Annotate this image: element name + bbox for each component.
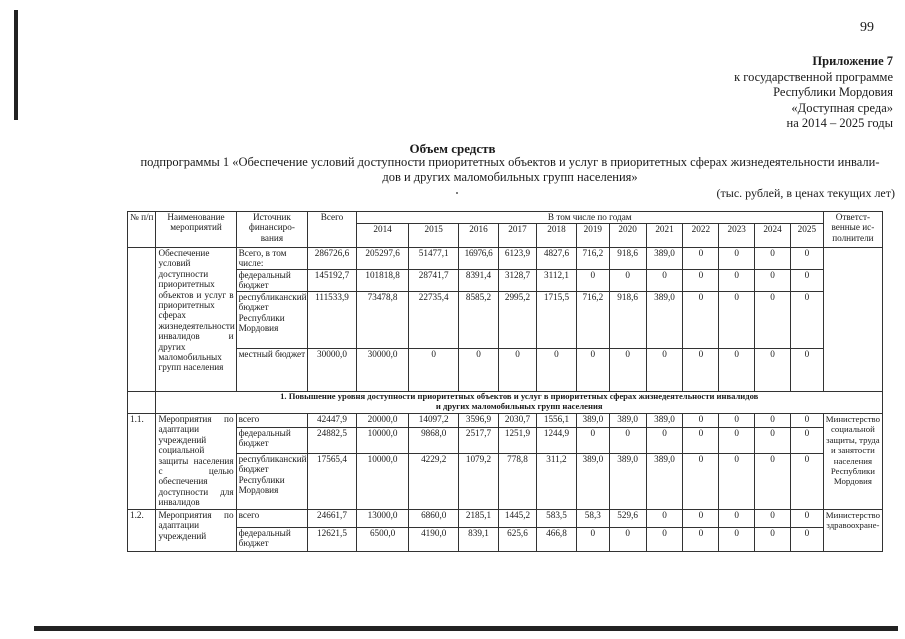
value-cell: 0 <box>683 528 719 552</box>
value-cell: 0 <box>499 349 537 392</box>
value-cell: 389,0 <box>646 454 683 510</box>
total-cell: 24882,5 <box>308 428 356 454</box>
value-cell: 311,2 <box>536 454 576 510</box>
value-cell: 51477,1 <box>409 248 459 270</box>
value-cell: 389,0 <box>646 248 683 270</box>
value-cell: 0 <box>683 428 719 454</box>
header-total: Всего <box>308 212 356 248</box>
scan-edge-left <box>14 10 18 120</box>
value-cell: 1556,1 <box>536 414 576 428</box>
value-cell: 16976,6 <box>458 248 498 270</box>
header-year: 2020 <box>609 224 646 248</box>
value-cell: 0 <box>609 428 646 454</box>
value-cell: 0 <box>646 510 683 528</box>
table-row <box>128 428 883 454</box>
source-cell: местный бюджет <box>236 349 308 392</box>
value-cell: 205297,6 <box>356 248 409 270</box>
budget-table <box>127 211 883 552</box>
value-cell: 389,0 <box>609 454 646 510</box>
value-cell: 13000,0 <box>356 510 409 528</box>
value-cell: 58,3 <box>577 510 610 528</box>
name-cell: Мероприятия по адаптации учреждений социальной защиты населения с целью обеспечения доступности для инвалидов <box>156 414 236 510</box>
annex-line: «Доступная среда» <box>791 100 893 115</box>
value-cell: 8391,4 <box>458 270 498 292</box>
value-cell: 4190,0 <box>409 528 459 552</box>
value-cell: 2517,7 <box>458 428 498 454</box>
value-cell: 0 <box>719 270 755 292</box>
value-cell: 0 <box>577 270 610 292</box>
document-subtitle <box>125 155 895 185</box>
value-cell: 0 <box>755 349 791 392</box>
value-cell: 0 <box>790 292 823 349</box>
value-cell: 0 <box>646 349 683 392</box>
source-cell: Всего, в том числе: <box>236 248 308 270</box>
value-cell: 0 <box>790 349 823 392</box>
total-cell: 30000,0 <box>308 349 356 392</box>
value-cell: 10000,0 <box>356 454 409 510</box>
value-cell: 0 <box>790 510 823 528</box>
value-cell: 0 <box>790 454 823 510</box>
value-cell: 0 <box>755 248 791 270</box>
section-row <box>128 392 883 414</box>
value-cell: 0 <box>755 454 791 510</box>
value-cell: 0 <box>646 528 683 552</box>
value-cell: 0 <box>790 528 823 552</box>
value-cell: 101818,8 <box>356 270 409 292</box>
value-cell: 4229,2 <box>409 454 459 510</box>
annex-block <box>593 54 893 132</box>
units-note: (тыс. рублей, в ценах текущих лет) <box>716 186 895 200</box>
page-number: 99 <box>860 20 874 35</box>
scan-edge-bottom <box>34 626 898 631</box>
value-cell: 3128,7 <box>499 270 537 292</box>
item-number: 1.1. <box>128 414 156 510</box>
value-cell: 0 <box>719 248 755 270</box>
value-cell: 0 <box>719 454 755 510</box>
annex-line: на 2014 – 2025 годы <box>786 116 893 130</box>
document-title: Объем средств <box>409 141 496 156</box>
header-year: 2018 <box>536 224 576 248</box>
value-cell: 0 <box>577 528 610 552</box>
total-cell: 12621,5 <box>308 528 356 552</box>
header-year: 2016 <box>458 224 498 248</box>
value-cell: 1715,5 <box>536 292 576 349</box>
scan-speck <box>456 192 458 194</box>
value-cell: 389,0 <box>646 292 683 349</box>
value-cell: 0 <box>536 349 576 392</box>
value-cell: 4827,6 <box>536 248 576 270</box>
table-row <box>128 270 883 292</box>
source-cell: федеральный бюджет <box>236 428 308 454</box>
value-cell: 9868,0 <box>409 428 459 454</box>
section-heading-line: и других маломобильных групп населения <box>435 400 603 411</box>
value-cell: 22735,4 <box>409 292 459 349</box>
value-cell: 0 <box>458 349 498 392</box>
item-number: 1.2. <box>128 510 156 552</box>
subtitle-line: подпрограммы 1 «Обеспечение условий доступности приоритетных объектов и услуг в приоритетных сферах жизнедеятельности инвали- <box>140 155 880 169</box>
header-year: 2021 <box>646 224 683 248</box>
value-cell: 3112,1 <box>536 270 576 292</box>
header-year: 2015 <box>409 224 459 248</box>
header-year: 2024 <box>755 224 791 248</box>
annex-title: Приложение 7 <box>812 54 893 68</box>
value-cell: 8585,2 <box>458 292 498 349</box>
source-cell: всего <box>236 510 308 528</box>
total-cell: 17565,4 <box>308 454 356 510</box>
value-cell: 0 <box>683 349 719 392</box>
value-cell: 0 <box>609 528 646 552</box>
value-cell: 0 <box>755 270 791 292</box>
subtitle-line: дов и других маломобильных групп населения» <box>382 170 638 184</box>
value-cell: 0 <box>790 248 823 270</box>
value-cell: 6123,9 <box>499 248 537 270</box>
value-cell: 0 <box>683 292 719 349</box>
header-year: 2019 <box>577 224 610 248</box>
value-cell: 3596,9 <box>458 414 498 428</box>
responsible-cell: Министерство здравоохране- <box>823 510 882 552</box>
value-cell: 1251,9 <box>499 428 537 454</box>
value-cell: 0 <box>755 528 791 552</box>
total-cell: 286726,6 <box>308 248 356 270</box>
responsible-cell <box>823 248 882 392</box>
header-year: 2014 <box>356 224 409 248</box>
header-year: 2022 <box>683 224 719 248</box>
value-cell: 0 <box>790 428 823 454</box>
header-responsible: Ответст-венные ис-полнители <box>823 212 882 248</box>
value-cell: 0 <box>719 510 755 528</box>
table-row <box>128 292 883 349</box>
header-source: Источник финансиро-вания <box>236 212 308 248</box>
value-cell: 0 <box>755 414 791 428</box>
source-cell: федеральный бюджет <box>236 270 308 292</box>
value-cell: 466,8 <box>536 528 576 552</box>
name-cell: Обеспечение условий доступности приоритетных объектов и услуг в приоритетных сферах жизнедеятельности инвалидов и других маломобильных групп населения <box>156 248 236 392</box>
value-cell: 10000,0 <box>356 428 409 454</box>
source-cell: республиканский бюджет Республики Мордовия <box>236 292 308 349</box>
value-cell: 0 <box>683 454 719 510</box>
value-cell: 30000,0 <box>356 349 409 392</box>
value-cell: 2995,2 <box>499 292 537 349</box>
name-cell: Мероприятия по адаптации учреждений <box>156 510 236 552</box>
value-cell: 389,0 <box>577 454 610 510</box>
value-cell: 0 <box>577 428 610 454</box>
responsible-cell: Министерство социальной защиты, труда и занятости населения Республики Мордовия <box>823 414 882 510</box>
value-cell: 0 <box>646 428 683 454</box>
value-cell: 0 <box>609 349 646 392</box>
value-cell: 0 <box>577 349 610 392</box>
header-name: Наименование мероприятий <box>156 212 236 248</box>
value-cell: 0 <box>719 292 755 349</box>
total-cell: 145192,7 <box>308 270 356 292</box>
value-cell: 716,2 <box>577 248 610 270</box>
value-cell: 0 <box>790 414 823 428</box>
value-cell: 2185,1 <box>458 510 498 528</box>
num-cell <box>128 392 156 414</box>
header-year: 2017 <box>499 224 537 248</box>
header-year: 2025 <box>790 224 823 248</box>
section-heading-line: 1. Повышение уровня доступности приоритетных объектов и услуг в приоритетных сферах жизнедеятельности инвалидов <box>280 391 759 401</box>
value-cell: 389,0 <box>646 414 683 428</box>
value-cell: 1244,9 <box>536 428 576 454</box>
value-cell: 0 <box>719 349 755 392</box>
value-cell: 0 <box>755 428 791 454</box>
header-num: № п/п <box>128 212 156 248</box>
table-row <box>128 454 883 510</box>
value-cell: 0 <box>790 270 823 292</box>
table-row <box>128 528 883 552</box>
value-cell: 0 <box>755 292 791 349</box>
value-cell: 1079,2 <box>458 454 498 510</box>
value-cell: 28741,7 <box>409 270 459 292</box>
value-cell: 1445,2 <box>499 510 537 528</box>
header-by-year: В том числе по годам <box>356 212 823 224</box>
annex-line: к государственной программе <box>734 69 893 84</box>
value-cell: 0 <box>609 270 646 292</box>
total-cell: 42447,9 <box>308 414 356 428</box>
value-cell: 778,8 <box>499 454 537 510</box>
value-cell: 14097,2 <box>409 414 459 428</box>
value-cell: 0 <box>409 349 459 392</box>
value-cell: 918,6 <box>609 248 646 270</box>
value-cell: 625,6 <box>499 528 537 552</box>
value-cell: 716,2 <box>577 292 610 349</box>
value-cell: 20000,0 <box>356 414 409 428</box>
value-cell: 0 <box>683 414 719 428</box>
source-cell: федеральный бюджет <box>236 528 308 552</box>
value-cell: 529,6 <box>609 510 646 528</box>
value-cell: 389,0 <box>577 414 610 428</box>
value-cell: 0 <box>646 270 683 292</box>
value-cell: 0 <box>719 414 755 428</box>
total-cell: 111533,9 <box>308 292 356 349</box>
table-row <box>128 248 883 270</box>
source-cell: республиканский бюджет Республики Мордовия <box>236 454 308 510</box>
value-cell: 918,6 <box>609 292 646 349</box>
value-cell: 839,1 <box>458 528 498 552</box>
source-cell: всего <box>236 414 308 428</box>
table-row <box>128 510 883 528</box>
annex-line: Республики Мордовия <box>773 85 893 99</box>
value-cell: 73478,8 <box>356 292 409 349</box>
value-cell: 583,5 <box>536 510 576 528</box>
value-cell: 0 <box>719 428 755 454</box>
value-cell: 389,0 <box>609 414 646 428</box>
value-cell: 0 <box>683 248 719 270</box>
table-row <box>128 414 883 428</box>
header-year: 2023 <box>719 224 755 248</box>
value-cell: 0 <box>683 270 719 292</box>
value-cell: 0 <box>719 528 755 552</box>
value-cell: 6860,0 <box>409 510 459 528</box>
section-heading <box>156 392 883 414</box>
value-cell: 6500,0 <box>356 528 409 552</box>
value-cell: 0 <box>683 510 719 528</box>
table-row <box>128 349 883 392</box>
value-cell: 2030,7 <box>499 414 537 428</box>
num-cell <box>128 248 156 392</box>
total-cell: 24661,7 <box>308 510 356 528</box>
value-cell: 0 <box>755 510 791 528</box>
